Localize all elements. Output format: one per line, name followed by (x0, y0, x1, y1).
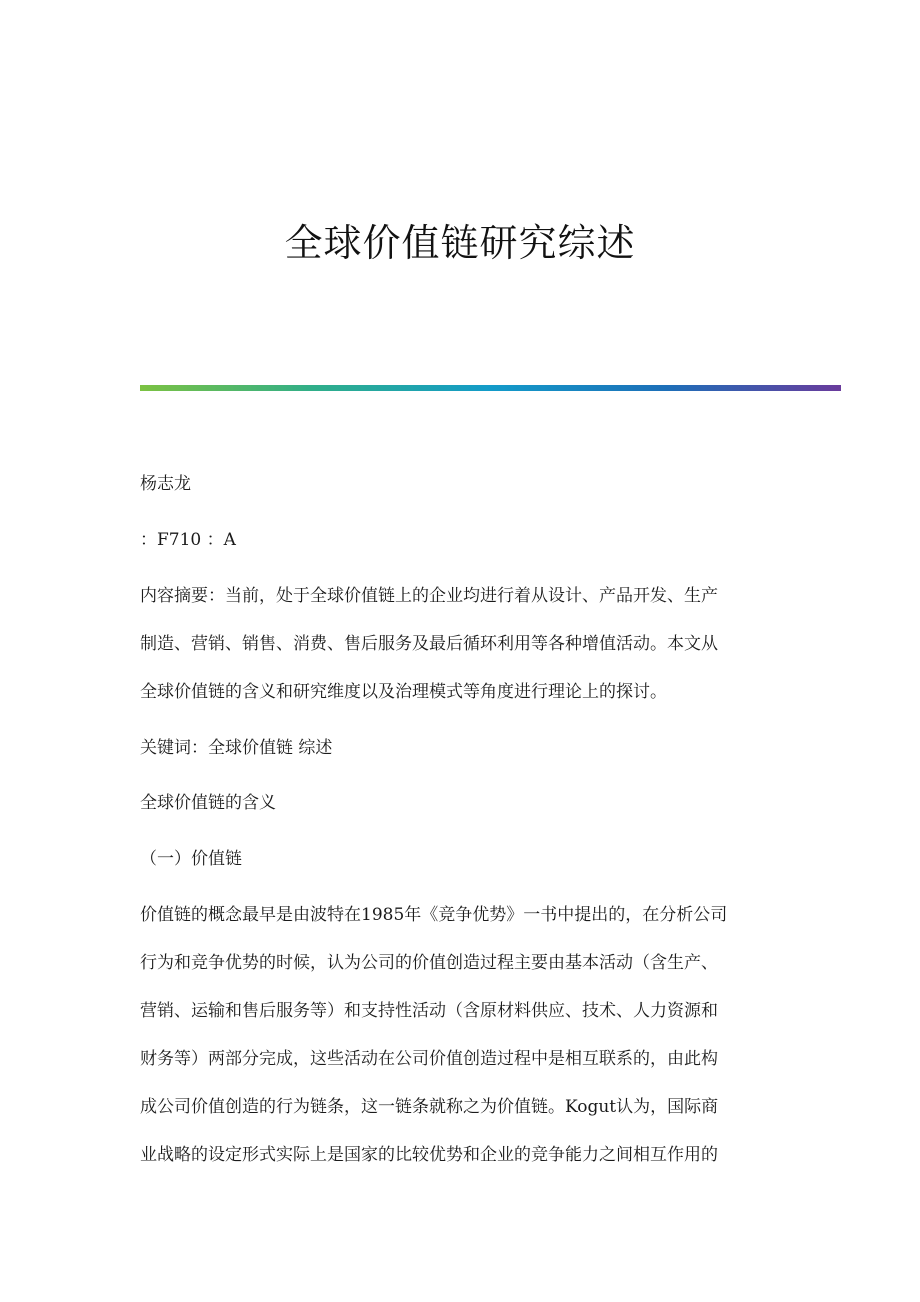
body-line: 财务等）两部分完成，这些活动在公司价值创造过程中是相互联系的，由此构 (140, 1049, 718, 1069)
body-line: 行为和竞争优势的时候，认为公司的价值创造过程主要由基本活动（含生产、 (140, 953, 718, 973)
abstract-line: 内容摘要：当前，处于全球价值链上的企业均进行着从设计、产品开发、生产 (140, 586, 718, 606)
body-line: 业战略的设定形式实际上是国家的比较优势和企业的竞争能力之间相互作用的 (140, 1145, 718, 1165)
abstract-line: 制造、营销、销售、消费、售后服务及最后循环利用等各种增值活动。本文从 (140, 634, 718, 654)
body-line: 成公司价值创造的行为链条，这一链条就称之为价值链。Kogut认为，国际商 (140, 1097, 719, 1117)
abstract-line: 全球价值链的含义和研究维度以及治理模式等角度进行理论上的探讨。 (140, 682, 667, 702)
subsection-heading: （一）价值链 (140, 849, 242, 869)
document-title: 全球价值链研究综述 (284, 221, 636, 265)
title-divider (140, 385, 841, 391)
body-line: 价值链的概念最早是由波特在1985年《竞争优势》一书中提出的，在分析公司 (140, 905, 728, 925)
classification: ：F710 ：A (140, 530, 236, 550)
section-heading: 全球价值链的含义 (140, 793, 276, 813)
keywords: 关键词：全球价值链 综述 (140, 738, 333, 758)
author: 杨志龙 (140, 474, 191, 494)
body-line: 营销、运输和售后服务等）和支持性活动（含原材料供应、技术、人力资源和 (140, 1001, 718, 1021)
